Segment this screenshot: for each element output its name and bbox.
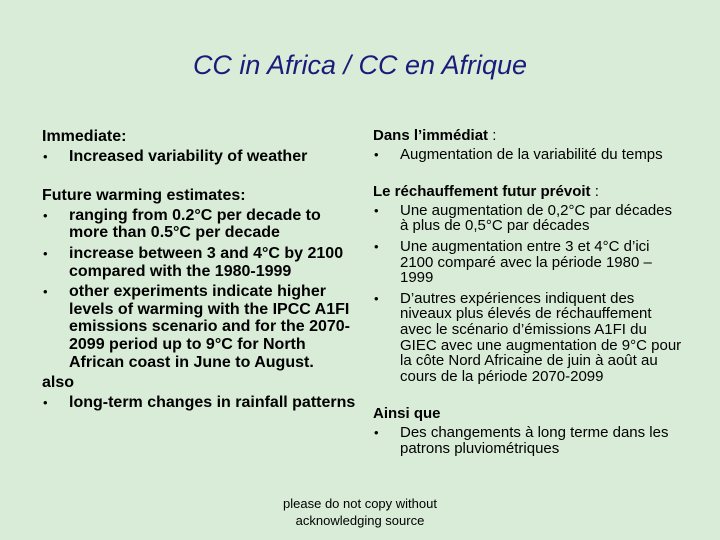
list-item: • other experiments indicate higher levels of warming with the IPCC A1FI emissions scenario and for the 2070-2099 period up to 9°C for North African coast in June to August. (43, 283, 350, 371)
list-item: • long-term changes in rainfall patterns (43, 393, 356, 411)
bullet-icon: • (374, 202, 379, 218)
bullet-icon: • (374, 424, 379, 440)
bullet-icon: • (374, 146, 379, 162)
immediate-list-fr (373, 147, 683, 163)
bullet-icon: • (43, 148, 48, 164)
bullet-icon: • (43, 207, 48, 223)
also-heading-fr: Ainsi que (373, 405, 441, 423)
immediate-heading-fr: Dans l’immédiat : (373, 127, 497, 144)
future-section-fr (373, 184, 683, 384)
list-item: • Des changements à long terme dans les patrons pluviométriques (374, 423, 669, 457)
list-item: • increase between 3 and 4°C by 2100 compared with the 1980-1999 (43, 244, 344, 280)
also-list-fr (373, 425, 683, 456)
also-section-fr (373, 406, 683, 456)
english-column (42, 128, 357, 414)
list-item: • Increased variability of weather (43, 147, 308, 165)
immediate-heading: Immediate: (42, 128, 127, 145)
slide-title: CC in Africa / CC en Afrique (192, 50, 528, 80)
future-list (42, 207, 357, 371)
bullet-icon: • (43, 394, 48, 410)
french-column (373, 128, 683, 461)
future-heading-fr: Le réchauffement futur prévoit : (373, 183, 599, 201)
bullet-icon: • (43, 245, 48, 261)
list-item: • Augmentation de la variabilité du temps (374, 145, 663, 163)
bullet-icon: • (374, 290, 379, 306)
immediate-section-fr (373, 128, 683, 162)
immediate-section (42, 128, 357, 165)
list-item: • D’autres expériences indiquent des niveaux plus élevés de réchauffement avec le scénario d’émissions A1FI du GIEC avec une augmentation de 9°C pour la côte Nord Africaine de juin à août au cours de la période 2070-2099 (374, 289, 682, 385)
immediate-list (42, 148, 357, 166)
future-list-fr (373, 203, 683, 385)
list-item: • Une augmentation entre 3 et 4°C d’ici 2100 comparé avec la période 1980 – 1999 (374, 237, 652, 287)
also-label: also (42, 374, 75, 392)
list-item: • Une augmentation de 0,2°C par décades à plus de 0,5°C par décades (374, 201, 673, 235)
bullet-icon: • (43, 284, 48, 300)
future-heading: Future warming estimates: (42, 187, 246, 205)
bullet-icon: • (374, 238, 379, 254)
also-list (42, 394, 357, 412)
future-section (42, 187, 357, 411)
copyright-note: please do not copy without acknowledging source (283, 496, 437, 528)
list-item: • ranging from 0.2°C per decade to more than 0.5°C per decade (43, 206, 321, 242)
